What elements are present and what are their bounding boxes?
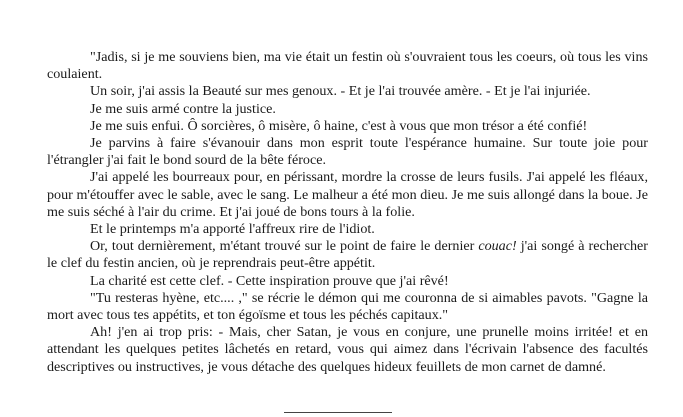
paragraph: La charité est cette clef. - Cette inspiration prouve que j'ai rêvé!	[90, 272, 449, 289]
paragraph: J'ai appelé les bourreaux pour, en périssant, mordre la crosse de leurs fusils. J'ai appelé les fléaux, pour m'étouffer avec le sable, avec le sang. Le malheur a été mon dieu. Je me suis allongé dans la boue. Je me suis séché à l'air du crime. Et j'ai joué de bons tours à la folie.	[47, 169, 648, 220]
paragraph-text: j'ai songé à rechercher le clef du festin ancien, où je reprendrais peut-être appétit.	[47, 238, 648, 272]
paragraph: Ah! j'en ai trop pris: - Mais, cher Satan, je vous en conjure, une prunelle moins irritée! et en attendant les quelques petites lâchetés en retard, vous qui aimez dans l'écrivain l'absence des facultés descriptives ou instructives, je vous détache des quelques hideux feuillets de mon carnet de damné.	[47, 324, 648, 375]
paragraph	[47, 238, 648, 272]
document-body	[47, 49, 648, 376]
paragraph-text: Or, tout dernièrement, m'étant trouvé sur le point de faire le dernier	[90, 238, 479, 255]
section-separator-rule	[284, 412, 392, 413]
paragraph: Je me suis armé contre la justice.	[90, 100, 276, 117]
italic-word: couac!	[478, 238, 517, 255]
paragraph: Je parvins à faire s'évanouir dans mon esprit toute l'espérance humaine. Sur toute joie pour l'étrangler j'ai fait le bond sourd de la bête féroce.	[47, 135, 648, 169]
paragraph: Un soir, j'ai assis la Beauté sur mes genoux. - Et je l'ai trouvée amère. - Et je l'ai injuriée.	[90, 83, 591, 100]
paragraph: Je me suis enfui. Ô sorcières, ô misère, ô haine, c'est à vous que mon trésor a été confié!	[90, 117, 588, 134]
paragraph: "Tu resteras hyène, etc.... ," se récrie le démon qui me couronna de si aimables pavots. "Gagne la mort avec tous tes appétits, et ton égoïsme et tous les péchés capitaux."	[47, 289, 648, 324]
paragraph: "Jadis, si je me souviens bien, ma vie était un festin où s'ouvraient tous les coeurs, où tous les vins coulaient.	[47, 49, 648, 83]
paragraph: Et le printemps m'a apporté l'affreux rire de l'idiot.	[90, 221, 375, 238]
